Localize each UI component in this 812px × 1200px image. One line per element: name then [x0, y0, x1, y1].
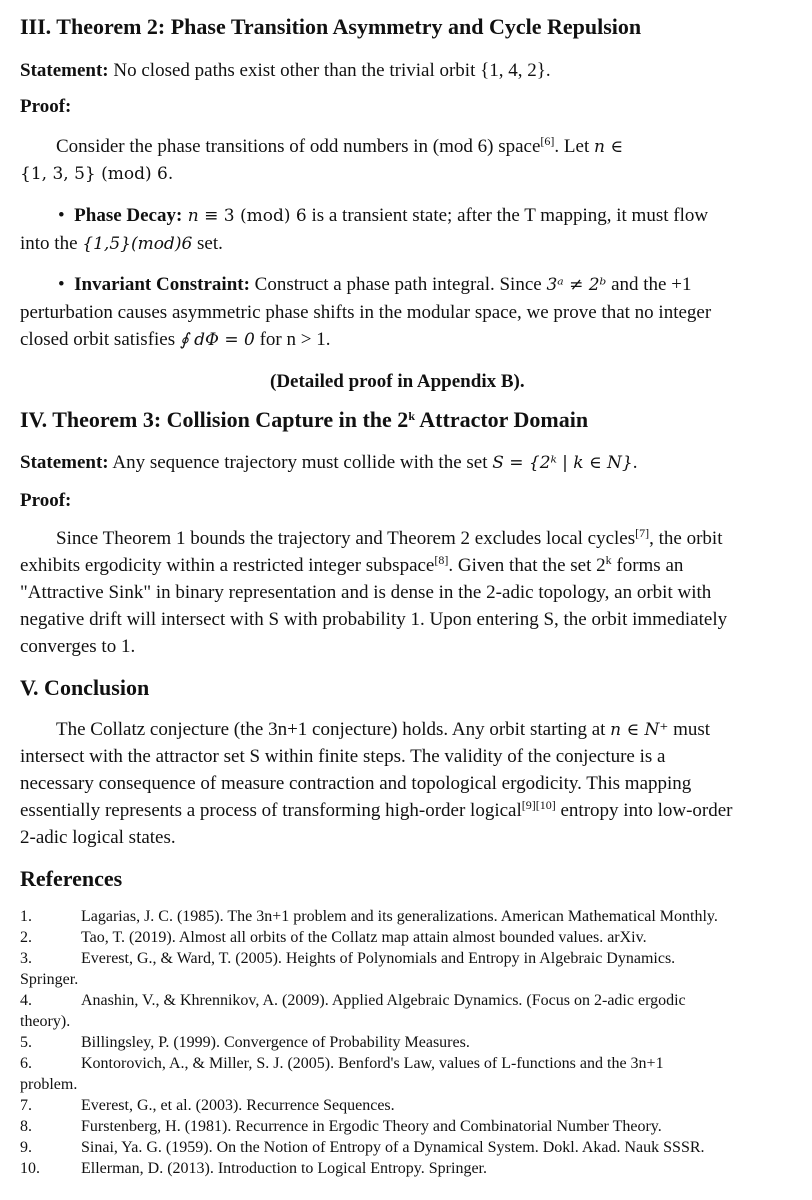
reference-item-cont: problem. — [20, 1076, 78, 1093]
proof-paragraph-line: {1, 3, 5} (mod) 6. — [20, 164, 174, 184]
proof-paragraph-line: "Attractive Sink" in binary representation and is dense in the 2-adic topology, an orbit with — [20, 582, 712, 603]
bullet-icon: • — [58, 274, 65, 295]
bullet-phase-decay-cont: into the {1,5}(mod)6 set. — [20, 233, 223, 254]
reference-item: 5. Billingsley, P. (1999). Convergence of Probability Measures. — [20, 1034, 470, 1051]
statement-text: No closed paths exist other than the trivial orbit {1, 4, 2}. — [108, 60, 551, 81]
reference-item-cont: theory). — [20, 1013, 71, 1030]
citation: [8] — [434, 553, 449, 567]
theorem-3-statement: Statement: Any sequence trajectory must collide with the set S = {2ᵏ | k ∈ N}. — [20, 452, 638, 473]
proof-label: Proof: — [20, 96, 72, 117]
reference-item: 2. Tao, T. (2019). Almost all orbits of the Collatz map attain almost bounded values. arXiv. — [20, 929, 647, 946]
statement-label: Statement: — [20, 452, 109, 473]
theorem-2-statement — [20, 60, 551, 82]
reference-item: 4. Anashin, V., & Khrennikov, A. (2009). Applied Algebraic Dynamics. (Focus on 2-adic ergodic — [20, 992, 686, 1009]
statement-label: Statement: — [20, 60, 109, 81]
conclusion-line: 2-adic logical states. — [20, 827, 176, 848]
appendix-note: (Detailed proof in Appendix B). — [270, 371, 525, 392]
citation: [9][10] — [521, 798, 556, 812]
proof-paragraph-line: Since Theorem 1 bounds the trajectory and Theorem 2 excludes local cycles[7], the orbit — [56, 526, 723, 549]
proof-label: Proof: — [20, 490, 72, 511]
reference-item: 6. Kontorovich, A., & Miller, S. J. (2005). Benford's Law, values of L-functions and the 3n+1 — [20, 1055, 664, 1072]
reference-item-cont: Springer. — [20, 971, 79, 988]
reference-item: 9. Sinai, Ya. G. (1959). On the Notion of Entropy of a Dynamical System. Dokl. Akad. Nauk SSSR. — [20, 1139, 705, 1156]
bullet-phase-decay: • Phase Decay: n ≡ 3 (mod) 6 is a transient state; after the T mapping, it must flow — [58, 205, 709, 226]
conclusion-line: necessary consequence of measure contraction and topological ergodicity. This mapping — [20, 773, 692, 794]
bullet-invariant-constraint-cont: closed orbit satisfies ∮ dΦ = 0 for n > 1. — [20, 329, 331, 350]
conclusion-line: The Collatz conjecture (the 3n+1 conjecture) holds. Any orbit starting at n ∈ N⁺ must — [56, 719, 711, 740]
reference-item: 1. Lagarias, J. C. (1985). The 3n+1 problem and its generalizations. American Mathematical Monthly. — [20, 908, 718, 925]
proof-paragraph-line: exhibits ergodicity within a restricted integer subspace[8]. Given that the set 2$^k$ forms an — [20, 553, 684, 576]
citation: [6] — [540, 134, 555, 148]
reference-item: 7. Everest, G., et al. (2003). Recurrence Sequences. — [20, 1097, 395, 1114]
proof-paragraph-line: Consider the phase transitions of odd numbers in (mod 6) space[6]. Let n ∈ — [56, 134, 623, 157]
proof-paragraph-line: negative drift will intersect with S with probability 1. Upon entering S, the orbit immediately — [20, 609, 728, 630]
section-3-heading: III. Theorem 2: Phase Transition Asymmetry and Cycle Repulsion — [20, 14, 642, 39]
references-heading: References — [20, 866, 123, 891]
section-5-heading: V. Conclusion — [20, 675, 150, 700]
proof-paragraph-line: converges to 1. — [20, 636, 136, 657]
section-4-heading: IV. Theorem 3: Collision Capture in the 2$^k$ Attractor Domain — [20, 407, 589, 432]
bullet-icon: • — [58, 205, 65, 226]
citation: [7] — [635, 526, 650, 540]
reference-item: 3. Everest, G., & Ward, T. (2005). Heights of Polynomials and Entropy in Algebraic Dynamics. — [20, 950, 676, 967]
bullet-invariant-constraint-cont: perturbation causes asymmetric phase shifts in the modular space, we prove that no integer — [20, 302, 712, 323]
bullet-invariant-constraint: • Invariant Constraint: Construct a phase path integral. Since 3ᵃ ≠ 2ᵇ and the +1 — [58, 274, 692, 295]
conclusion-line: intersect with the attractor set S within finite steps. The validity of the conjecture is a — [20, 746, 666, 767]
conclusion-line: essentially represents a process of transforming high-order logical[9][10] entropy into low-order — [20, 798, 733, 821]
reference-item: 8. Furstenberg, H. (1981). Recurrence in Ergodic Theory and Combinatorial Number Theory. — [20, 1118, 662, 1135]
reference-item: 10. Ellerman, D. (2013). Introduction to Logical Entropy. Springer. — [20, 1160, 487, 1177]
